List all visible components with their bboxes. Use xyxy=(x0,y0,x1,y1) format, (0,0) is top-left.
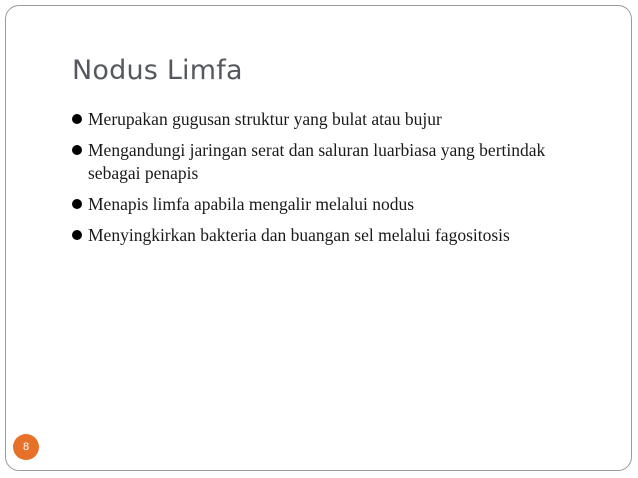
slide-title: Nodus Limfa xyxy=(72,55,243,86)
bullet-item xyxy=(72,193,592,216)
bullet-list xyxy=(72,108,592,255)
bullet-text: Mengandungi jaringan serat dan saluran luarbiasa yang bertindak sebagai penapis xyxy=(88,140,546,183)
page-number-badge: 8 xyxy=(13,434,39,460)
bullet-text: Merupakan gugusan struktur yang bulat atau bujur xyxy=(88,109,442,129)
bullet-dot-icon xyxy=(72,199,82,209)
bullet-item xyxy=(72,224,592,247)
bullet-item xyxy=(72,108,592,131)
bullet-dot-icon xyxy=(72,114,82,124)
bullet-text: Menapis limfa apabila mengalir melalui nodus xyxy=(88,194,415,214)
bullet-dot-icon xyxy=(72,230,82,240)
bullet-dot-icon xyxy=(72,145,82,155)
bullet-item xyxy=(72,139,592,185)
bullet-text: Menyingkirkan bakteria dan buangan sel melalui fagositosis xyxy=(88,225,510,245)
